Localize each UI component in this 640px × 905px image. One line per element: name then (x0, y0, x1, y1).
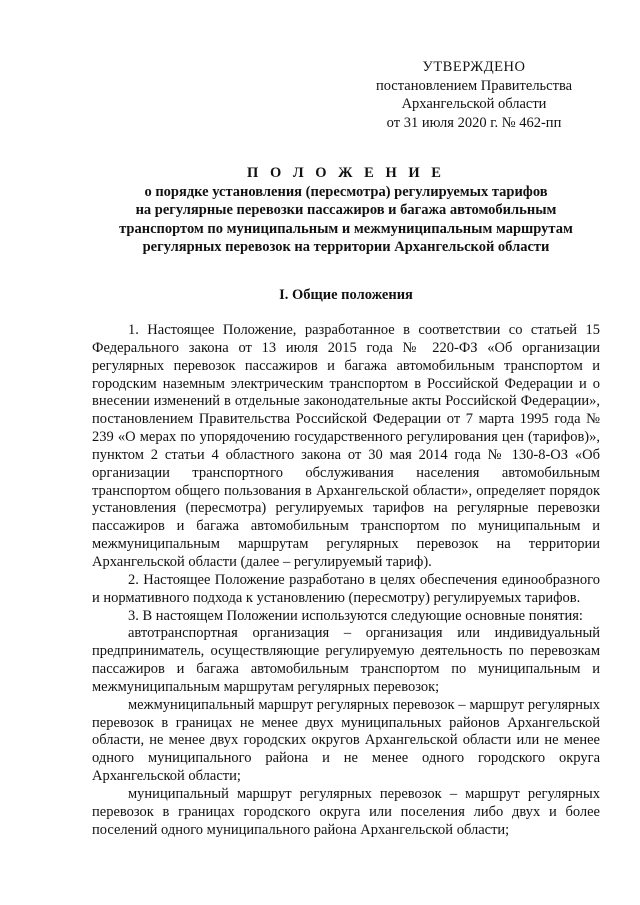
paragraph: 2. Настоящее Положение разработано в целях обеспечения единообразного и нормативного подхода к установлению (пересмотру) регулируемых тарифов. (92, 571, 600, 606)
paragraph: муниципальный маршрут регулярных перевозок – маршрут регулярных перевозок в границах городского округа или поселения либо двух и более поселений одного муниципального района Архангельской области; (92, 785, 600, 838)
document-body (92, 322, 600, 839)
section-heading: I. Общие положения (279, 287, 413, 303)
paragraph: 3. В настоящем Положении используются следующие основные понятия: (128, 607, 583, 624)
paragraph: 1. Настоящее Положение, разработанное в соответствии со статьей 15 Федерального закона от 13 июля 2015 года № 220-ФЗ «Об организации регулярных перевозок пассажиров и багажа автомобильным транспортом и городским наземным электрическим транспортом в Российской Федерации и о внесении изменений в отдельные законодательные акты Российской Федерации», постановлением Правительства Российской Федерации от 7 марта 1995 года № 239 «О мерах по упорядочению государственного регулирования цен (тарифов)», пунктом 2 статьи 4 областного закона от 30 мая 2014 года № 130-8-ОЗ «Об организации транспортного обслуживания населения автомобильным транспортом общего пользования в Архангельской области», определяет порядок установления (пересмотра) регулируемых тарифов на регулярные перевозки пассажиров и багажа автомобильным транспортом по муниципальным и межмуниципальным маршрутам регулярных перевозок на территории Архангельской области (далее – регулируемый тариф). (92, 322, 600, 570)
approval-line: постановлением Правительства (375, 77, 573, 94)
document-title-line: на регулярные перевозки пассажиров и багажа автомобильным (135, 202, 557, 218)
document-title-line: о порядке установления (пересмотра) регулируемых тарифов (144, 183, 548, 200)
document-title-line: транспортом по муниципальным и межмуниципальным маршрутам (119, 220, 573, 237)
approval-line: Архангельской области (401, 96, 547, 112)
approval-heading: УТВЕРЖДЕНО (422, 59, 526, 75)
approval-stamp (350, 58, 598, 132)
document-title-line: регулярных перевозок на территории Архангельской области (142, 239, 550, 255)
paragraph: автотранспортная организация – организация или индивидуальный предприниматель, осуществляющие регулируемую деятельность по перевозкам пассажиров и багажа автомобильным транспортом по муниципальным и межмуниципальным маршрутам регулярных перевозок; (92, 625, 600, 695)
document-title (92, 164, 600, 257)
approval-date-line: от 31 июля 2020 г. № 462-пп (386, 114, 562, 131)
document-title-main: П О Л О Ж Е Н И Е (247, 165, 445, 181)
paragraph: межмуниципальный маршрут регулярных перевозок – маршрут регулярных перевозок в границах не менее двух муниципальных районов Архангельской области, не менее двух городских округов Архангельской области или не менее одного муниципального района и не менее одного городского округа Архангельской области; (92, 696, 600, 785)
